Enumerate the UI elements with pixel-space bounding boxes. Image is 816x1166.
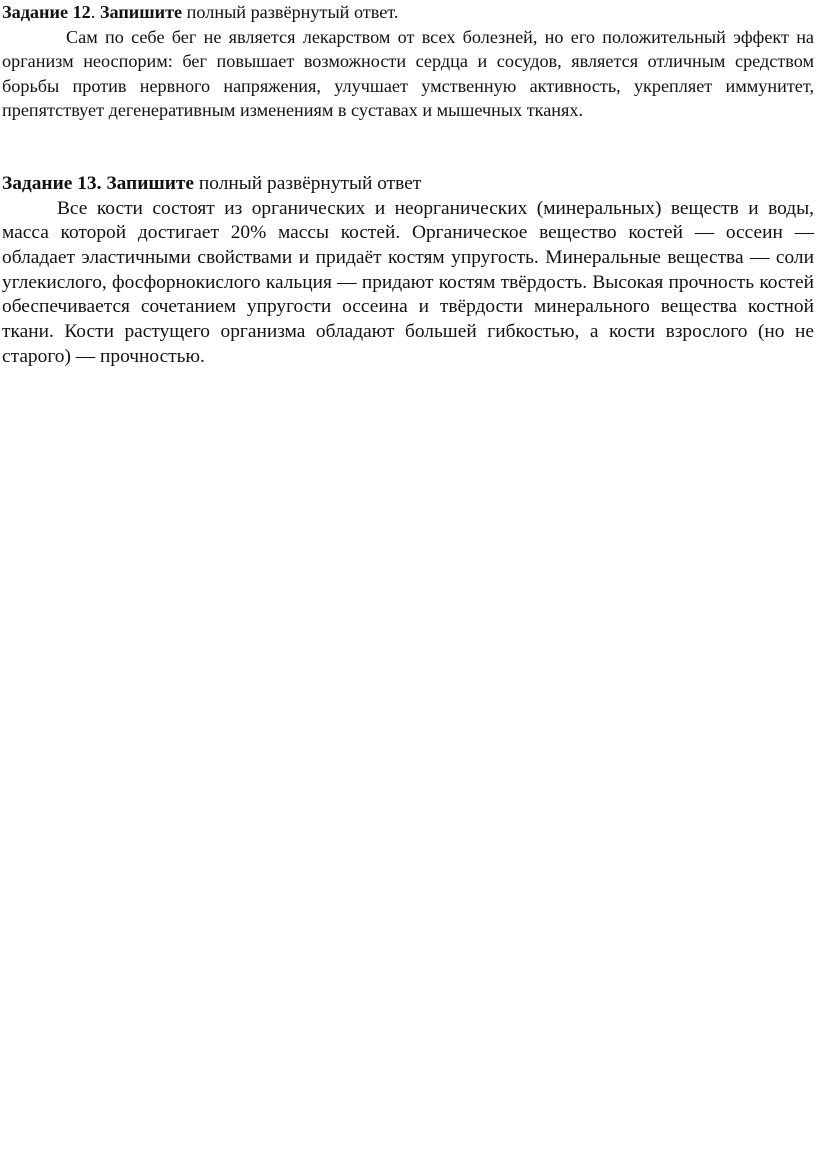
- task-12-instruction-text: полный развёрнутый ответ.: [182, 2, 399, 22]
- task-13-block: [2, 172, 814, 370]
- task-13-label: Задание 13.: [2, 172, 102, 194]
- task-12-label: Задание 12: [2, 2, 91, 22]
- task-12-heading-separator: .: [90, 2, 100, 22]
- task-13-heading: [2, 172, 814, 197]
- task-13-instruction-verb: Запишите: [106, 172, 195, 194]
- task-12-instruction-verb: Запишите: [99, 2, 183, 22]
- task-13-answer: Все кости состоят из органических и неорганических (минеральных) веществ и воды, масса которой достигает 20% массы костей. Органическое вещество костей — оссеин — обладает эластичными свойствами и придаёт костям упругость. Минеральные вещества — соли углекислого, фосфорнокислого кальция — придают костям твёрдость. Высокая прочность костей обеспечивается сочетанием упругости оссеина и твёрдости минерального вещества костной ткани. Кости растущего организма обладают большей гибкостью, а кости взрослого (но не старого) — прочностью.: [2, 197, 814, 367]
- task-12-block: [2, 0, 814, 123]
- task-13-instruction-text: полный развёрнутый ответ: [194, 172, 422, 194]
- task-12-answer: Сам по себе бег не является лекарством от всех болезней, но его положительный эффект на организм неоспорим: бег повышает возможности сердца и сосудов, является отличным средством борьбы против нервного напряжения, улучшает умственную активность, укрепляет иммунитет, препятствует дегенеративным изменениям в суставах и мышечных тканях.: [2, 26, 814, 121]
- task-12-heading: [2, 0, 814, 25]
